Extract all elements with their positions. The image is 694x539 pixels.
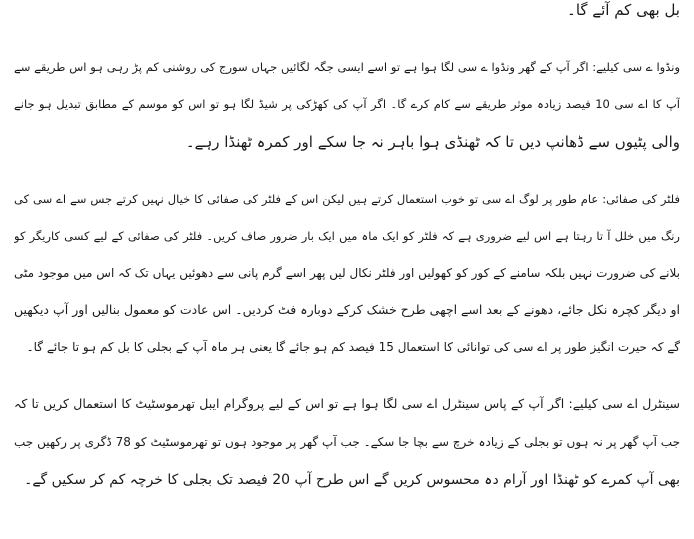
paragraph-line: سینٹرل اے سی کیلیے: اگر آپ کے پاس سینٹرل اے سی لگا ہوا ہے تو اس کے لیے پروگرام ایبل تھرموسٹیٹ کا استعمال کریں تا کہ — [14, 396, 680, 411]
paragraph-line: فلٹر کی صفائی: عام طور پر لوگ اے سی تو خوب استعمال کرتے ہیں لیکن اس کے فلٹر کی صفائی کا خیال نہیں کرتے جس سے اے سی کی — [14, 192, 680, 206]
paragraph-line: بھی آپ کمرے کو ٹھنڈا اور آرام دہ محسوس کریں گے اس طرح آپ 20 فیصد تک بجلی کا خرچہ کم کر سکیں گے۔ — [24, 472, 680, 488]
paragraph-line: بل بھی کم آئے گا۔ — [567, 1, 680, 19]
paragraph-line: جب آپ گھر پر نہ ہوں تو بجلی کے زیادہ خرچ سے بچا جا سکے۔ جب آپ گھر پر موجود ہوں تو تھرموسٹیٹ کو 78 ڈگری پر رکھیں جب — [14, 435, 680, 449]
paragraph-line: او دیگر کچرہ نکل جائے، دھونے کے بعد اسے اچھی طرح خشک کرکے دوبارہ فٹ کردیں۔ اس عادت کو معمول بنالیں اور آپ دیکھیں — [14, 302, 680, 317]
paragraph-line: والی پٹیوں سے ڈھانپ دیں تا کہ ٹھنڈی ہوا باہر نہ جا سکے اور کمرہ ٹھنڈا رہے۔ — [185, 133, 680, 151]
paragraph-line: آپ کا اے سی 10 فیصد زیادہ موثر طریقے سے کام کرے گا۔ اگر آپ کی کھڑکی پر شیڈ لگا ہو تو اس کو موسم کے مطابق تبدیل ہو جانے — [14, 97, 680, 111]
paragraph-line: گے کہ حیرت انگیز طور پر اے سی کی توانائی کا استعمال 15 فیصد کم ہو جائے گا یعنی ہر ماہ آپ کے بجلی کا بل کم ہو تا جائے گا۔ — [26, 340, 680, 354]
paragraph-line: ونڈوا ے سی کیلیے: اگر آپ کے گھر ونڈوا ے سی لگا ہوا ہے تو اسے ایسی جگہ لگائیں جہاں سورج کی روشنی کم پڑ رہی ہو اس طریقے سے — [14, 60, 680, 74]
paragraph-line: رنگ میں خلل آ تا رہتا ہے اس لیے ضروری ہے کہ فلٹر کو ایک ماہ میں ایک بار ضرور صاف کریں۔ فلٹر کی صفائی کے لیے کسی کاریگر کو — [14, 229, 680, 243]
paragraph-line: بلانے کی ضرورت نہیں بلکہ سامنے کے کور کو کھولیں اور فلٹر نکال لیں پھر اسے گرم پانی سے دھوئیں یہاں تک کہ اس میں موجود مٹی — [14, 266, 680, 280]
